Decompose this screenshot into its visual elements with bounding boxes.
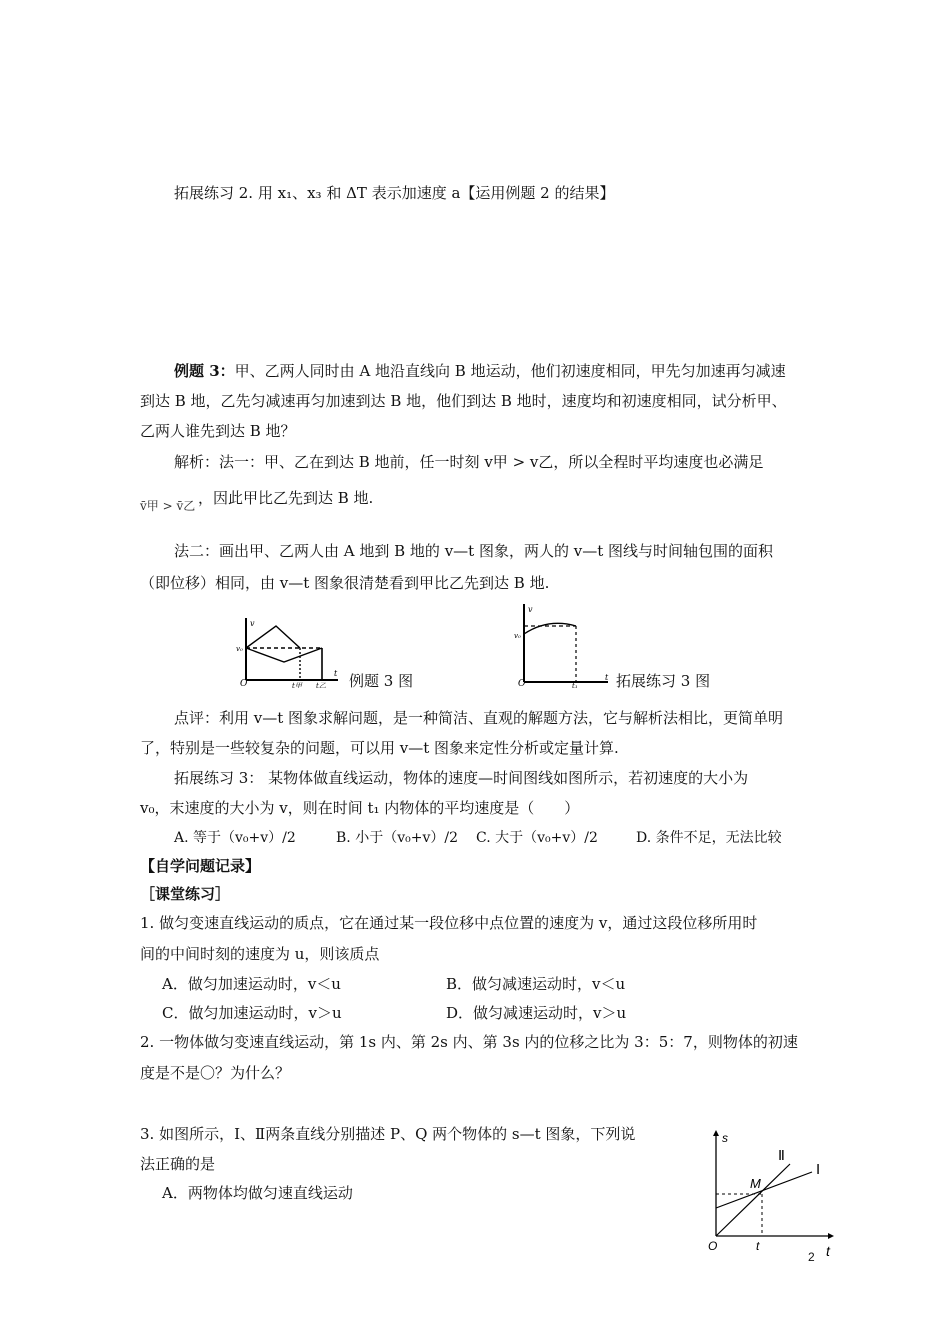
q3-line1: 3. 如图所示，Ⅰ、Ⅱ两条直线分别描述 P、Q 两个物体的 s—t 图象，下列说 [140,1125,636,1143]
example-3-text1: 甲、乙两人同时由 A 地沿直线向 B 地运动，他们初速度相同，甲先匀加速再匀减速 [234,362,786,380]
extension-3-figure-caption: 拓展练习 3 图 [616,672,711,690]
analysis-line1: 解析：法一：甲、乙在到达 B 地前，任一时刻 v甲 > v乙，所以全程时平均速度也必满足 [174,453,764,471]
q2-line1: 2. 一物体做匀变速直线运动，第 1s 内、第 2s 内、第 3s 内的位移之比为 3：5：7，则物体的初速 [140,1033,798,1051]
fig2-origin: O [518,679,526,688]
fig3-label-M: M [750,1176,761,1191]
fig1-origin: O [240,679,248,688]
fig3-label-I: Ⅰ [816,1161,821,1177]
example-3-line2: 到达 B 地，乙先匀减速再匀加速到达 B 地，他们到达 B 地时，速度均和初速度相同，试分析甲、 [140,392,787,410]
fig3-origin: O [708,1239,718,1253]
extension-exercise-2: 拓展练习 2. 用 x₁、x₃ 和 ΔT 表示加速度 a【运用例题 2 的结果】 [174,184,615,202]
q1-option-a: A．做匀加速运动时，v＜u [162,975,341,993]
fig1-yi-line [246,648,322,662]
option-b: B. 小于（v₀+v）/2 [336,830,458,846]
fig1-v-label: v [250,619,255,628]
extension-3-line1: 拓展练习 3： 某物体做直线运动，物体的速度—时间图线如图所示，若初速度的大小为 [174,769,749,787]
example-3-figure-caption: 例题 3 图 [349,672,414,690]
fig1-t-jia-label: t甲 [292,682,302,688]
example-3-line3: 乙两人谁先到达 B 地？ [140,422,296,440]
extension-3-options [174,828,782,848]
example-3-figure [226,614,342,688]
self-study-heading: 【自学问题记录】 [140,857,261,875]
q3-line2: 法正确的是 [140,1155,216,1173]
method2-line1: 法二：画出甲、乙两人由 A 地到 B 地的 v—t 图象，两人的 v—t 图线与时间轴包围的面积 [174,542,774,560]
q1-option-c: C．做匀加速运动时，v＞u [162,1004,342,1022]
extension-3-figure [510,600,614,688]
q3-st-figure [700,1124,840,1260]
extension-3-line2: v₀，末速度的大小为 v，则在时间 t₁ 内物体的平均速度是（ ） [140,799,580,817]
fig2-v-label: v [528,605,533,614]
fig1-t-label: t [334,669,338,678]
fig2-t1-label: t₁ [572,682,578,688]
page-number: 2 [808,1250,815,1264]
fig3-t-label: t [826,1243,830,1259]
fig1-jia-line [246,626,300,648]
q1-line1: 1. 做匀变速直线运动的质点，它在通过某一段位移中点位置的速度为 v，通过这段位移所用时 [140,914,758,932]
comment-line1: 点评：利用 v—t 图象求解问题，是一种简洁、直观的解题方法，它与解析法相比，更简单明 [174,709,784,727]
fig3-tick-label: t [756,1239,760,1253]
fig2-t-label: t [605,673,609,682]
fig2-curve [524,623,576,634]
q3-option-a: A．两物体均做匀速直线运动 [162,1184,353,1202]
example-3-line1 [174,361,786,381]
q2-line2: 度是不是〇？为什么？ [140,1064,291,1082]
option-d: D. 条件不足，无法比较 [636,830,782,846]
fig3-s-label: s [722,1131,728,1145]
q1-line2: 间的中间时刻的速度为 u，则该质点 [140,945,380,963]
fig3-label-II: Ⅱ [778,1147,785,1163]
comment-line2: 了，特别是一些较复杂的问题，可以用 v—t 图象来定性分析或定量计算. [140,739,619,757]
fig1-t-yi-label: t乙 [316,682,326,688]
fig2-v0-label: v₀ [514,632,521,640]
option-a: A. 等于（v₀+v）/2 [174,830,296,846]
analysis-line2: ，因此甲比乙先到达 B 地. [198,489,374,507]
q1-option-d: D．做匀减速运动时，v＞u [446,1004,627,1022]
example-3-label: 例题 3： [174,362,235,380]
option-c: C. 大于（v₀+v）/2 [476,830,598,846]
q1-option-b: B．做匀减速运动时，v＜u [446,975,626,993]
fig3-line-II [716,1164,790,1236]
analysis-formula: v̄甲 > v̄乙 [140,499,196,513]
class-practice-heading: ［课堂练习］ [140,885,231,903]
method2-line2: （即位移）相同，由 v—t 图象很清楚看到甲比乙先到达 B 地. [140,574,550,592]
fig1-v0-label: v₀ [236,645,243,653]
